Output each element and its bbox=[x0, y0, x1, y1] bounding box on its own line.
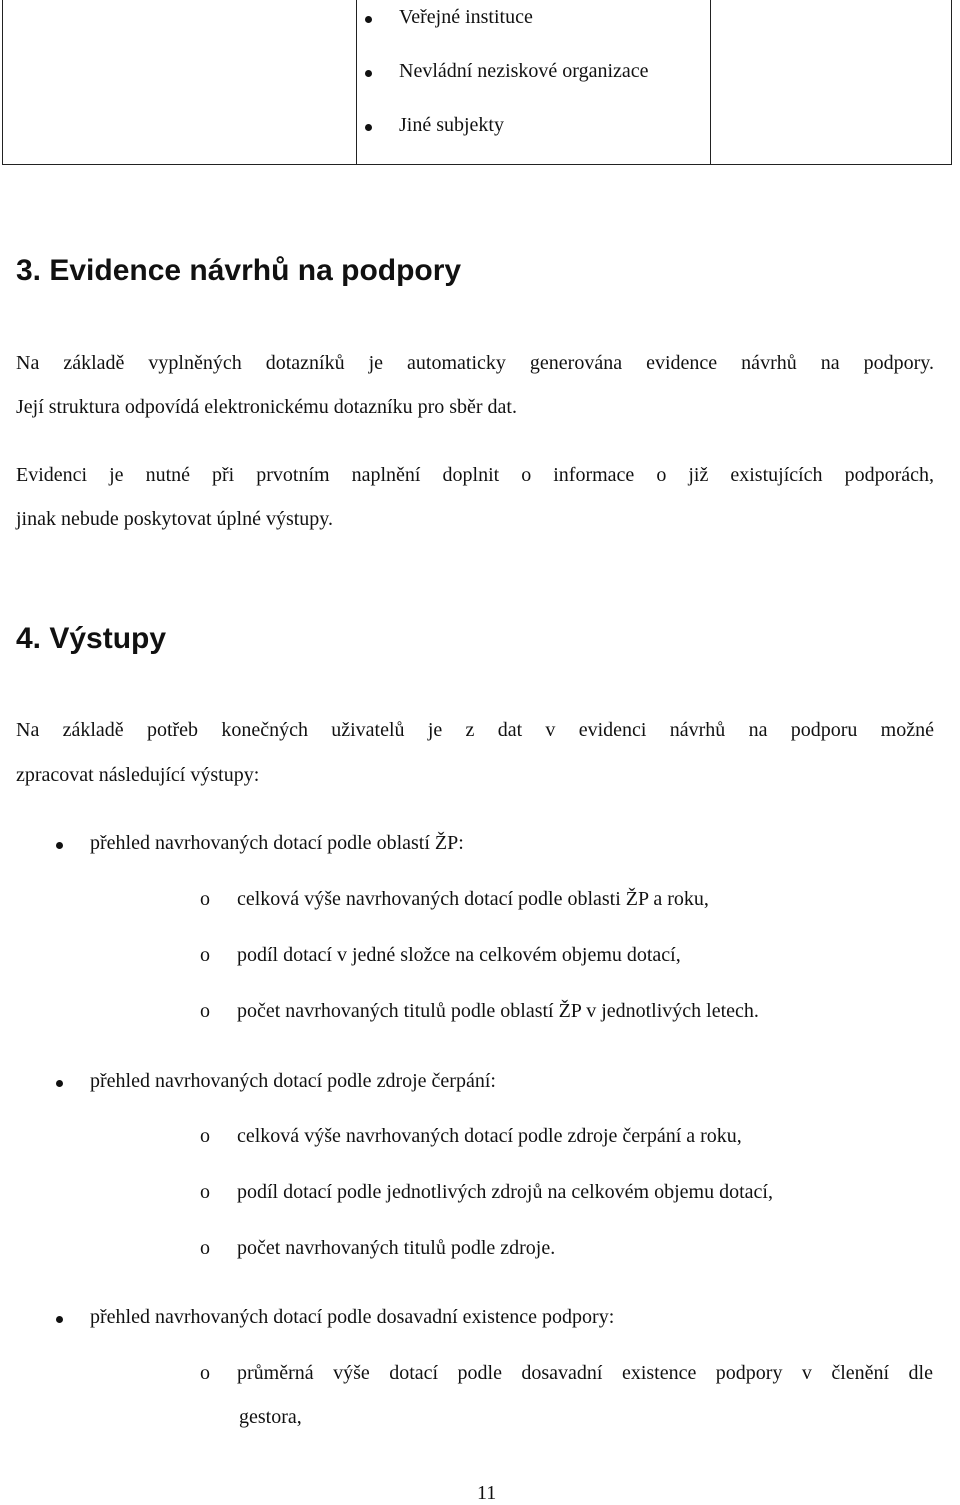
output-item: počet navrhovaných titulů podle zdroje. bbox=[237, 1237, 556, 1259]
sub-bullet-icon: o bbox=[200, 1181, 210, 1203]
table-fragment bbox=[0, 0, 960, 166]
table-list-item: Veřejné instituce bbox=[399, 6, 533, 28]
table-border-col2 bbox=[710, 0, 711, 165]
output-group-title: přehled navrhovaných dotací podle oblastí ŽP: bbox=[90, 832, 464, 854]
table-border-col1 bbox=[356, 0, 357, 165]
sub-bullet-icon: o bbox=[200, 888, 210, 910]
output-group-title: přehled navrhovaných dotací podle dosavadní existence podpory: bbox=[90, 1306, 615, 1328]
section-3-paragraph-line: Její struktura odpovídá elektronickému dotazníku pro sběr dat. bbox=[16, 396, 517, 418]
table-list-item: Jiné subjekty bbox=[399, 114, 504, 136]
table-border-left bbox=[2, 0, 3, 165]
section-3-paragraph-line: Na základě vyplněných dotazníků je automaticky generována evidence návrhů na podpory. bbox=[16, 352, 934, 374]
output-item: podíl dotací v jedné složce na celkovém objemu dotací, bbox=[237, 944, 681, 966]
bullet-icon bbox=[365, 70, 372, 77]
output-group-title: přehled navrhovaných dotací podle zdroje čerpání: bbox=[90, 1070, 496, 1092]
output-item: průměrná výše dotací podle dosavadní existence podpory v členění dle bbox=[237, 1362, 933, 1384]
output-item: celková výše navrhovaných dotací podle oblasti ŽP a roku, bbox=[237, 888, 709, 910]
table-list-item: Nevládní neziskové organizace bbox=[399, 60, 649, 82]
section-4-heading: 4. Výstupy bbox=[16, 622, 167, 655]
sub-bullet-icon: o bbox=[200, 1362, 210, 1384]
output-item-continuation: gestora, bbox=[239, 1406, 302, 1428]
output-item: celková výše navrhovaných dotací podle zdroje čerpání a roku, bbox=[237, 1125, 742, 1147]
bullet-icon bbox=[56, 1316, 63, 1323]
section-3-paragraph-line: jinak nebude poskytovat úplné výstupy. bbox=[16, 508, 333, 530]
sub-bullet-icon: o bbox=[200, 1125, 210, 1147]
section-3-heading: 3. Evidence návrhů na podpory bbox=[16, 254, 462, 287]
section-4-intro-line: Na základě potřeb konečných uživatelů je z dat v evidenci návrhů na podporu možné bbox=[16, 719, 934, 741]
sub-bullet-icon: o bbox=[200, 1000, 210, 1022]
bullet-icon bbox=[56, 842, 63, 849]
section-3-paragraph-line: Evidenci je nutné při prvotním naplnění doplnit o informace o již existujících podporách, bbox=[16, 464, 934, 486]
table-border-right bbox=[951, 0, 952, 165]
output-item: podíl dotací podle jednotlivých zdrojů na celkovém objemu dotací, bbox=[237, 1181, 773, 1203]
sub-bullet-icon: o bbox=[200, 944, 210, 966]
sub-bullet-icon: o bbox=[200, 1237, 210, 1259]
bullet-icon bbox=[365, 124, 372, 131]
table-border-bottom bbox=[2, 164, 952, 165]
bullet-icon bbox=[56, 1080, 63, 1087]
bullet-icon bbox=[365, 16, 372, 23]
section-4-intro-line: zpracovat následující výstupy: bbox=[16, 764, 260, 786]
output-item: počet navrhovaných titulů podle oblastí ŽP v jednotlivých letech. bbox=[237, 1000, 759, 1022]
page-number: 11 bbox=[477, 1482, 497, 1504]
